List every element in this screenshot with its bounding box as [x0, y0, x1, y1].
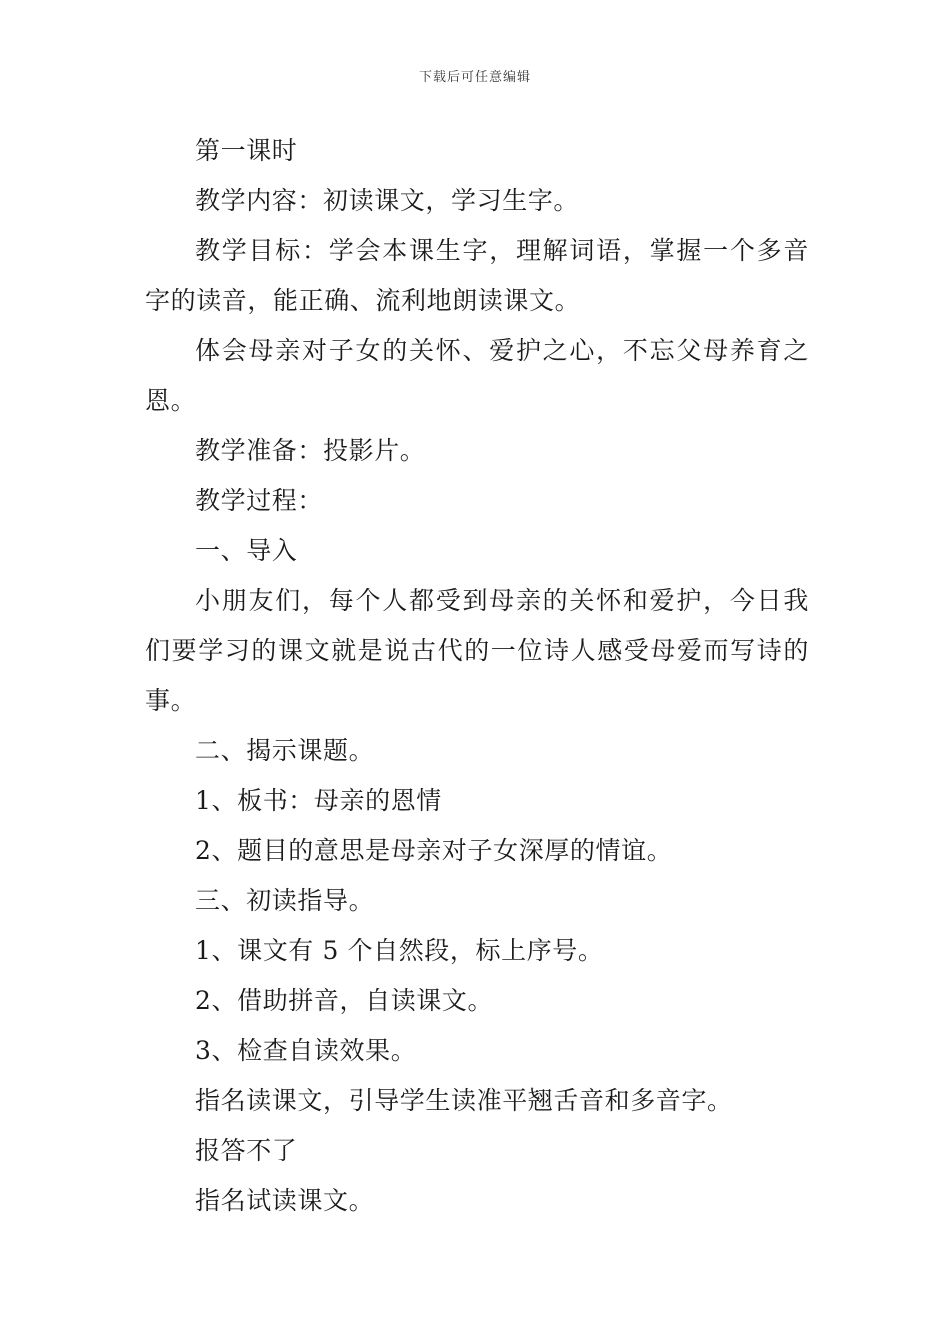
teaching-content: 教学内容：初读课文，学习生字。	[195, 186, 580, 215]
list-item: 1、课文有 5 个自然段，标上序号。	[195, 936, 604, 965]
trial-reading: 指名试读课文。	[195, 1186, 375, 1215]
list-item: 1、板书：母亲的恩情	[195, 786, 442, 815]
section-first-reading: 三、初读指导。	[195, 886, 375, 915]
teaching-process-heading: 教学过程：	[195, 486, 324, 515]
teaching-goal: 教学目标：学会本课生字，理解词语，掌握一个多音字的读音，能正确、流利地朗读课文。	[145, 236, 809, 315]
teaching-preparation: 教学准备：投影片。	[195, 436, 426, 465]
lesson-period-heading: 第一课时	[195, 136, 298, 165]
section-reveal-title: 二、揭示课题。	[195, 736, 375, 765]
page-header-note: 下载后可任意编辑	[418, 70, 531, 85]
reading-guidance: 指名读课文，引导学生读准平翘舌音和多音字。	[195, 1086, 733, 1115]
section-introduction: 一、导入	[195, 536, 298, 565]
list-item: 2、借助拼音，自读课文。	[195, 986, 494, 1015]
teaching-goal-emotion: 体会母亲对子女的关怀、爱护之心，不忘父母养育之恩。	[145, 336, 809, 415]
document-body	[145, 126, 809, 1226]
list-item: 2、题目的意思是母亲对子女深厚的情谊。	[195, 836, 673, 865]
introduction-text: 小朋友们，每个人都受到母亲的关怀和爱护，今日我们要学习的课文就是说古代的一位诗人感受母爱而写诗的事。	[145, 586, 809, 715]
vocabulary-phrase: 报答不了	[195, 1136, 298, 1165]
list-item: 3、检查自读效果。	[195, 1036, 417, 1065]
